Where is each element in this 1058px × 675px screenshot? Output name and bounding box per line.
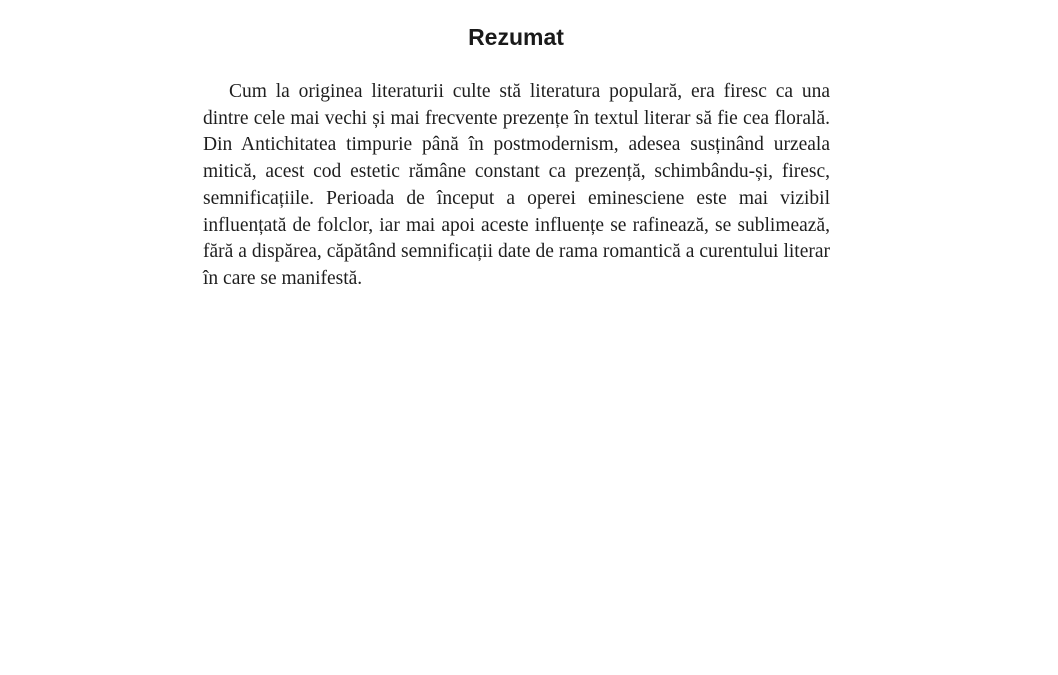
abstract-paragraph: Cum la originea literaturii culte stă literatura populară, era firesc ca una dintre cele mai vechi și mai frecvente prezențe în textul literar să fie cea florală. Din Antichitatea timpurie până în postmodernism, adesea susținând urzeala mitică, acest cod estetic rămâne constant ca prezență, schimbându-și, firesc, semnificațiile. Perioada de început a operei eminesciene este mai vizibil influențată de folclor, iar mai apoi aceste influențe se rafinează, se sublimează, fără a dispărea, căpătând semnificații date de rama romantică a curentului literar în care se manifestă. xyxy=(203,81,830,289)
section-title: Rezumat xyxy=(468,24,564,50)
